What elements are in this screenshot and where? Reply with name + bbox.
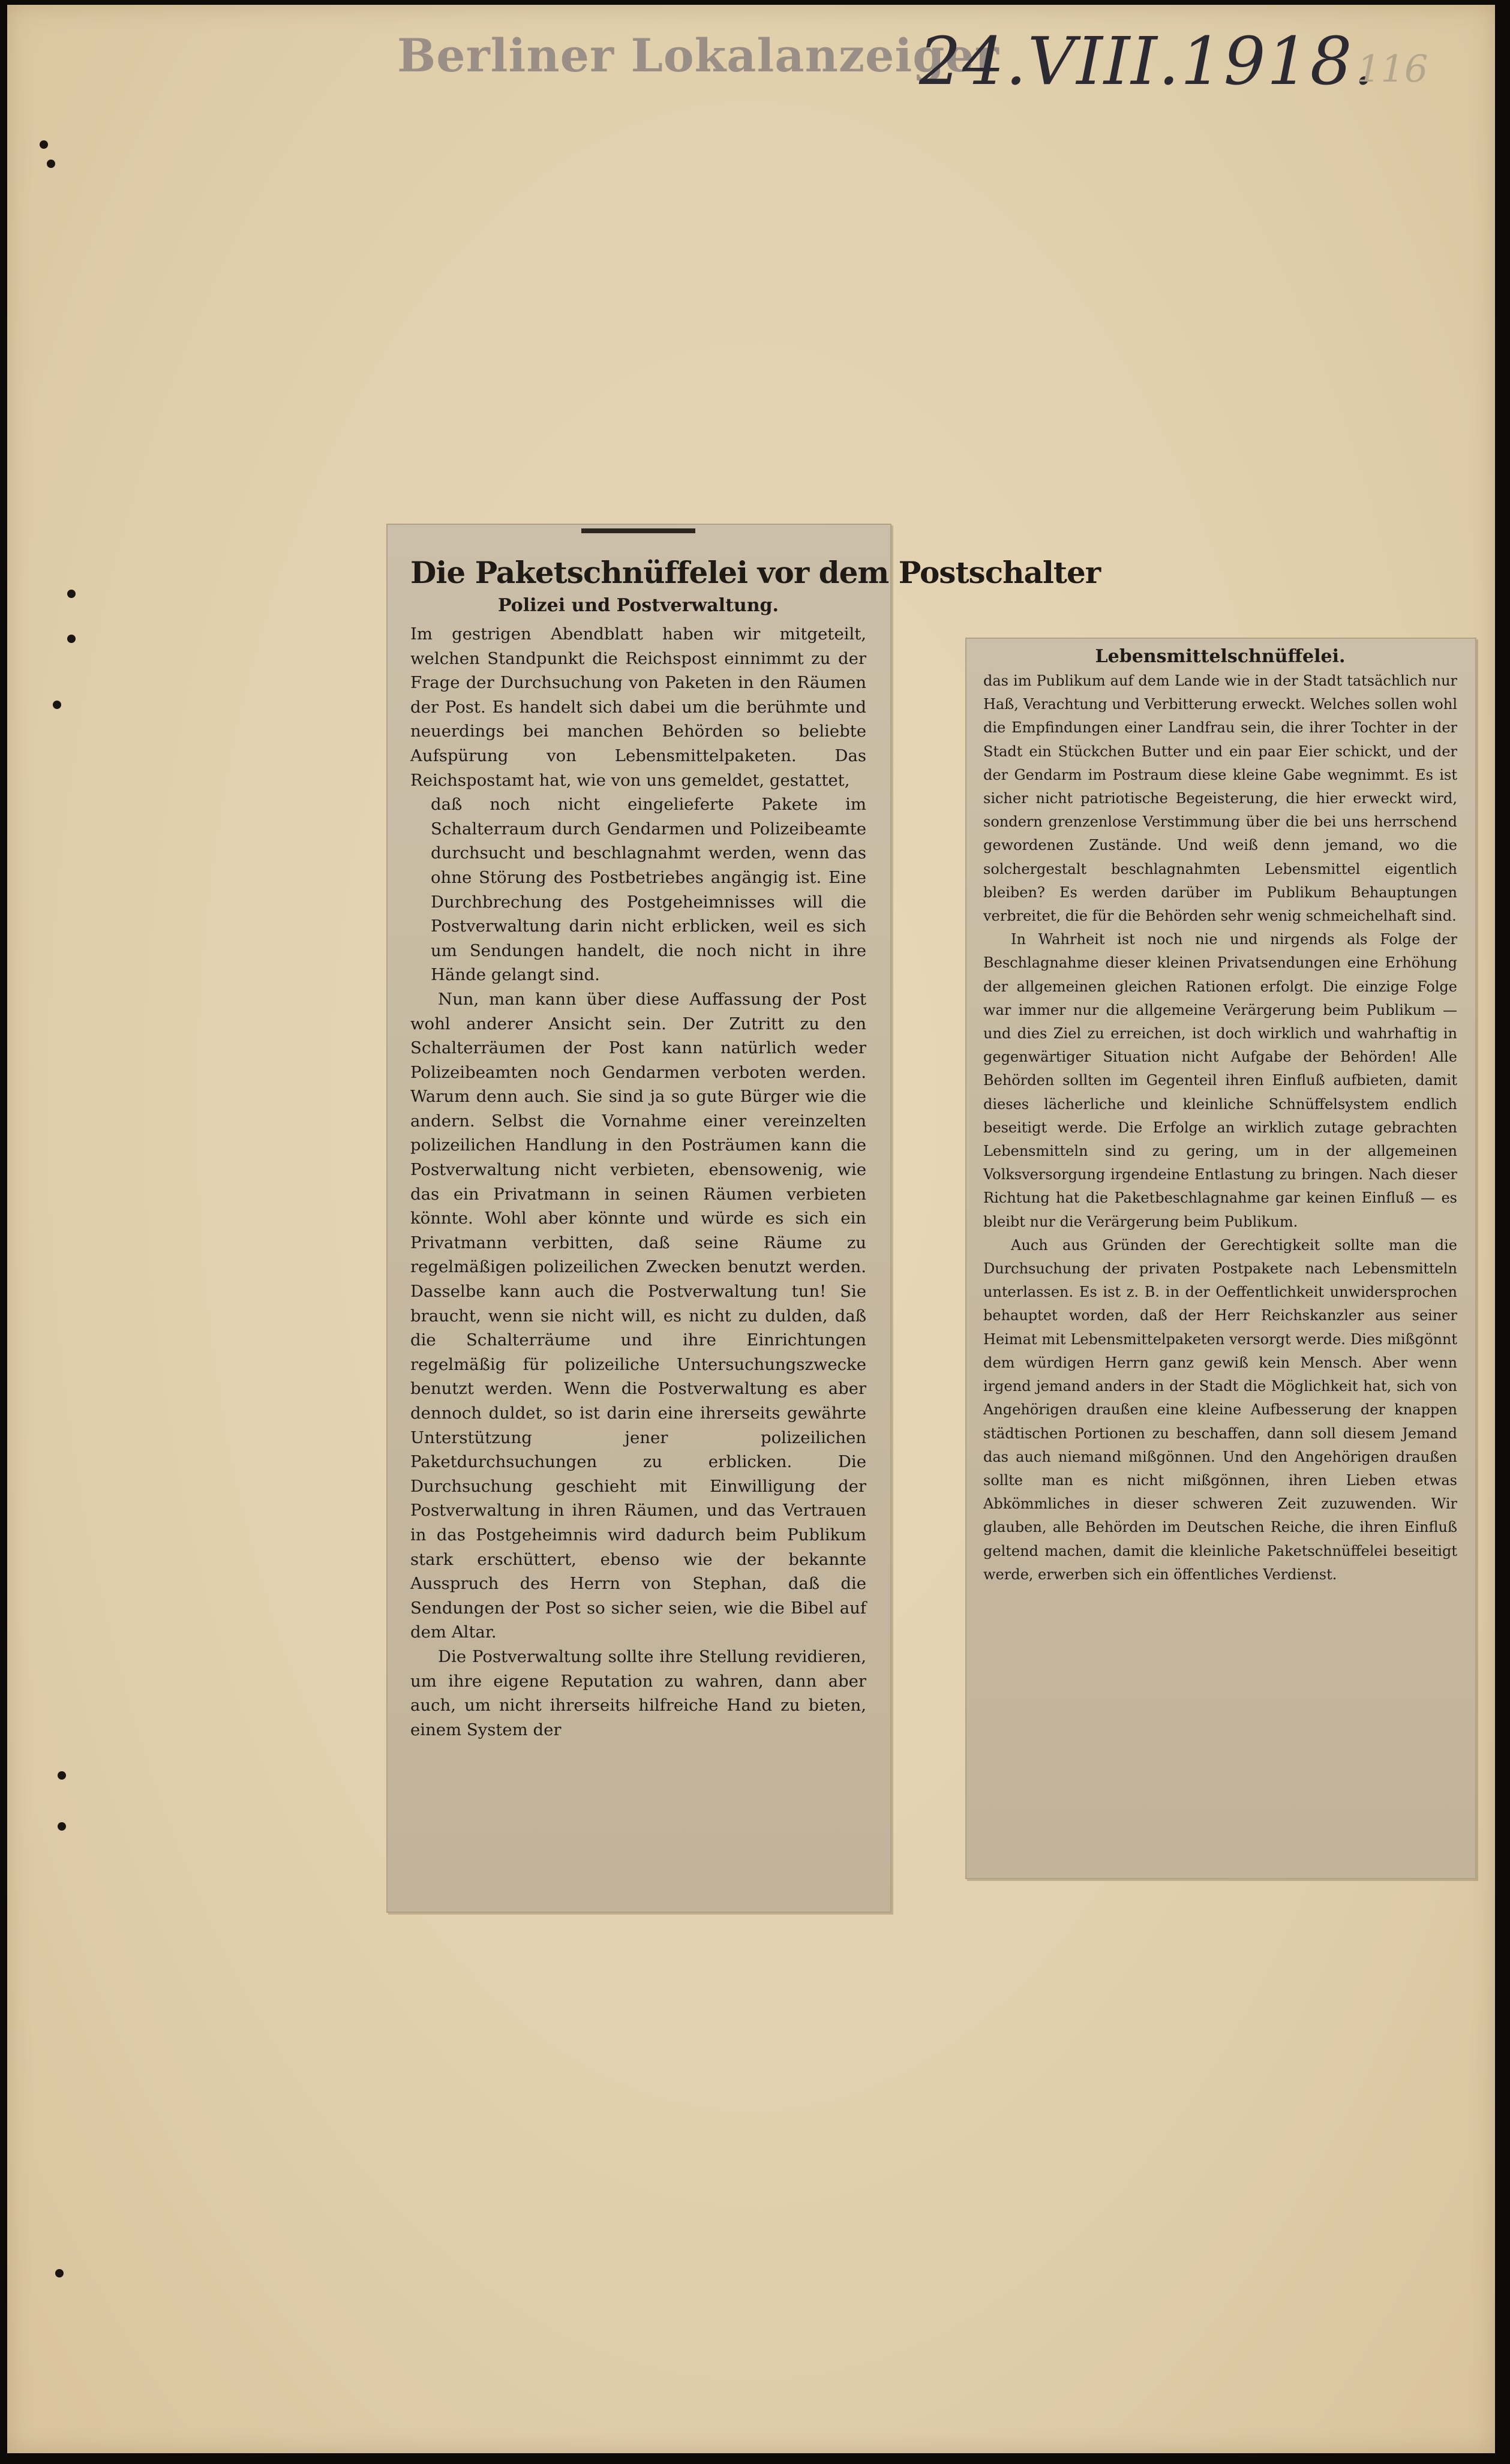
article-body <box>410 622 866 1742</box>
archive-sheet <box>7 5 1495 2453</box>
punch-hole-6 <box>58 1771 66 1780</box>
article-subtitle: Polizei und Postverwaltung. <box>498 595 779 616</box>
newspaper-clipping-2 <box>965 638 1476 1879</box>
paragraph: Auch aus Gründen der Gerechtigkeit sollte man die Durchsuchung der privaten Postpakete nach Lebensmitteln unterlassen. Es ist z. B. in der Oeffentlichkeit unwidersprochen behauptet worden, daß der Herr Reichskanzler aus seiner Heimat mit Lebensmittelpaketen versorgt werde. Dies mißgönnt dem würdigen Herrn ganz gewiß kein Mensch. Aber wenn irgend jemand anders in der Stadt die Möglichkeit hat, sich von Angehörigen draußen eine kleine Aufbesserung der knappen städtischen Portionen zu beschaffen, dann soll diesem Jemand das auch niemand mißgönnen. Und den Angehörigen draußen sollte man es nicht mißgönnen, ihren Lieben etwas Abkömmliches in dieser schweren Zeit zuzuwenden. Wir glauben, alle Behörden im Deutschen Reiche, die ihren Einfluß geltend machen, damit die kleinliche Paketschnüffelei beseitigt werde, erwerben sich ein öffentliches Verdienst. <box>983 1236 1457 1583</box>
punch-hole-5 <box>53 701 61 709</box>
paragraph: das im Publikum auf dem Lande wie in der Stadt tatsächlich nur Haß, Verachtung und Verbitterung erweckt. Welches sollen wohl die Empfindungen einer Landfrau sein, die ihrer Tochter in der Stadt ein Stückchen Butter und ein paar Eier schickt, und der der Gendarm im Postraum diese kleine Gabe wegnimmt. Es ist sicher nicht patriotische Begeisterung, die hier erweckt wird, sondern grenzenlose Verstimmung über die bei uns herrschend gewordenen Zustände. Und weiß denn jemand, wo die solchergestalt beschlagnahmten Lebensmittel eigentlich bleiben? Es werden darüber im Publikum Behauptungen verbreitet, die für die Behörden sehr wenig schmeichelhaft sind. <box>983 672 1457 925</box>
paragraph: daß noch nicht eingelieferte Pakete im Schalterraum durch Gendarmen und Polizeibeamte durchsucht und beschlagnahmt werden, wenn das ohne Störung des Postbetriebes angängig ist. Eine Durchbrechung des Postgeheimnisses will die Postverwaltung darin nicht erblicken, weil es sich um Sendungen handelt, die noch nicht in ihre Hände gelangt sind. <box>431 795 866 985</box>
punch-hole-8 <box>55 2269 64 2277</box>
newspaper-stamp: Berliner Lokalanzeiger <box>397 29 999 82</box>
article-title: Die Paketschnüffelei vor dem Postschalter <box>410 555 1101 590</box>
paragraph: In Wahrheit ist noch nie und nirgends als Folge der Beschlagnahme dieser kleinen Privatsendungen eine Erhöhung der allgemeinen gleichen Rationen erfolgt. Die einzige Folge war immer nur die allgemeine Verärgerung beim Publikum — und dies Ziel zu erreichen, ist doch wirklich und wahrhaftig in gegenwärtiger Situation nicht Aufgabe der Behörden! Alle Behörden sollten im Gegenteil ihren Einfluß aufbieten, damit dieses lächerliche und kleinliche Schnüffelsystem endlich beseitigt werde. Die Erfolge an wirklich zutage gebrachten Lebensmitteln sind zu gering, um in der allgemeinen Volksversorgung irgendeine Entlastung zu bringen. Nach dieser Richtung hat die Paketbeschlagnahme gar keinen Einfluß — es bleibt nur die Verärgerung beim Publikum. <box>983 931 1457 1230</box>
handwritten-date: 24.VIII.1918. <box>919 23 1376 100</box>
punch-hole-2 <box>47 160 55 168</box>
punch-hole-1 <box>40 140 48 149</box>
paragraph: Nun, man kann über diese Auffassung der Post wohl anderer Ansicht sein. Der Zutritt zu den Schalterräumen der Post kann natürlich weder Polizeibeamten noch Gendarmen verboten werden. Warum denn auch. Sie sind ja so gute Bürger wie die andern. Selbst die Vornahme einer vereinzelten polizeilichen Handlung in den Posträumen kann die Postverwaltung nicht verbieten, ebensowenig, wie das ein Privatmann in seinen Räumen verbieten könnte. Wohl aber könnte und würde es sich ein Privatmann verbitten, daß seine Räume zu regelmäßigen polizeilichen Zwecken benutzt werden. Dasselbe kann auch die Postverwaltung tun! Sie braucht, wenn sie nicht will, es nicht zu dulden, daß die Schalterräume und ihre Einrichtungen regelmäßig für polizeiliche Untersuchungszwecke benutzt werden. Wenn die Postverwaltung es aber dennoch duldet, so ist darin eine ihrerseits gewährte Unterstützung jener polizeilichen Paketdurchsuchungen zu erblicken. Die Durchsuchung geschieht mit Einwilligung der Postverwaltung in ihren Räumen, und das Vertrauen in das Postgeheimnis wird dadurch beim Publikum stark erschüttert, ebenso wie der bekannte Ausspruch des Herrn von Stephan, daß die Sendungen der Post so sicher seien, wie die Bibel auf dem Altar. <box>410 989 866 1642</box>
paragraph: Die Postverwaltung sollte ihre Stellung revidieren, um ihre eigene Reputation zu wahren, dann aber auch, um nicht ihrerseits hilfreiche Hand zu bieten, einem System der <box>410 1646 866 1739</box>
punch-hole-7 <box>58 1822 66 1831</box>
punch-hole-4 <box>67 635 76 643</box>
paragraph: Im gestrigen Abendblatt haben wir mitgeteilt, welchen Standpunkt die Reichspost einnimmt zu der Frage der Durchsuchung von Paketen in den Räumen der Post. Es handelt sich dabei um die berühmte und neuerdings bei manchen Behörden so beliebte Aufspürung von Lebensmittelpaketen. Das Reichspostamt hat, wie von uns gemeldet, gestattet, <box>410 624 866 790</box>
page-number: 116 <box>1357 47 1428 91</box>
clipping-title: Lebensmittelschnüffelei. <box>1095 646 1346 667</box>
newspaper-clipping-1 <box>386 524 1101 1913</box>
punch-hole-3 <box>67 590 76 598</box>
title-rule <box>581 528 695 533</box>
clipping-body <box>983 669 1457 1586</box>
